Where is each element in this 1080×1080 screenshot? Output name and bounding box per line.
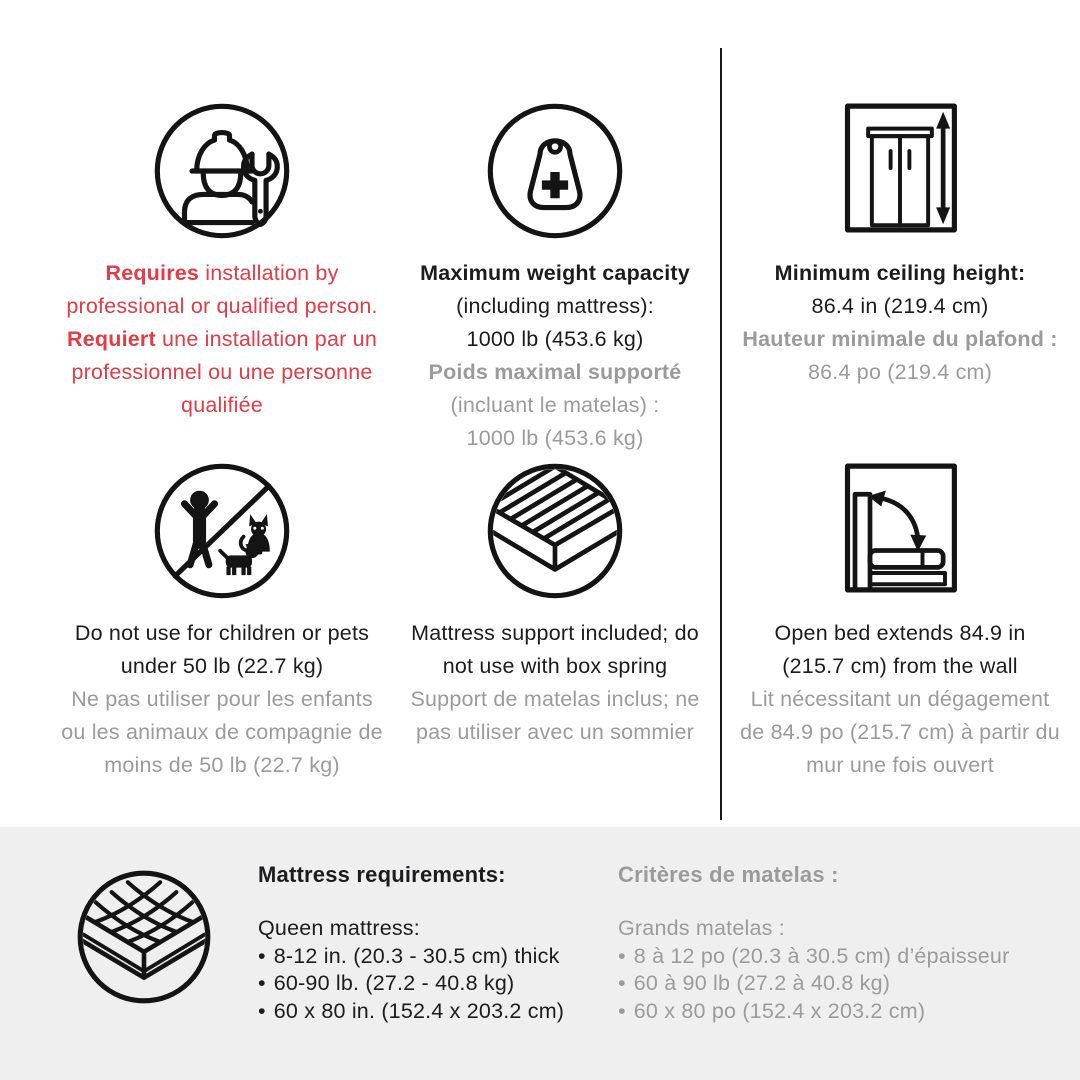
support-en-line1: Mattress support included; do — [411, 621, 699, 645]
install-fr-rest: une installation par un — [155, 327, 377, 351]
ceiling-fr-title: Hauteur minimale du plafond : — [742, 327, 1058, 351]
support-text — [410, 617, 699, 749]
bullet-dot: • — [258, 943, 266, 968]
mattress-requirements-fr — [618, 861, 1058, 1025]
open-bed-extension-icon — [825, 452, 975, 604]
children-section — [28, 455, 416, 782]
bullet-dot: • — [258, 971, 266, 995]
weight-fr-title: Poids maximal supporté — [428, 360, 682, 384]
mattress-icon — [70, 863, 218, 1011]
installer-worker-wrench-icon — [147, 96, 297, 246]
install-fr-line1 — [67, 323, 377, 356]
support-fr-line1: Support de matelas inclus; ne — [410, 687, 700, 711]
weight-fr-line2: (incluant le matelas) : — [450, 393, 660, 417]
bullet-dot: • — [618, 998, 626, 1023]
children-fr-line2: ou les animaux de compagnie de — [61, 720, 383, 744]
mattress-bullet-fr — [618, 943, 1009, 971]
support-section — [396, 455, 714, 749]
children-en-line1: Do not use for children or pets — [74, 621, 370, 645]
install-en-rest: installation by — [199, 261, 339, 285]
mattress-requirements-heading-en: Mattress requirements: — [258, 862, 506, 887]
bullet-dot: • — [618, 971, 626, 995]
ceiling-text — [742, 257, 1057, 389]
children-en-line2: under 50 lb (22.7 kg) — [120, 654, 324, 678]
mattress-requirements-footer — [0, 827, 1080, 1080]
mattress-requirements-en — [258, 861, 598, 1025]
mattress-bullet-en — [258, 970, 514, 998]
install-en-line2: professional or qualified person. — [66, 294, 378, 318]
children-fr-line1: Ne pas utiliser pour les enfants — [71, 687, 373, 711]
mattress-bullet-en — [258, 943, 560, 971]
support-fr-line2: pas utiliser avec un sommier — [415, 720, 695, 744]
mattress-bullet-fr — [618, 998, 925, 1026]
weight-plus-icon — [480, 96, 630, 246]
no-children-pets-icon — [147, 455, 297, 607]
weight-en-line3: 1000 lb (453.6 kg) — [466, 327, 644, 351]
openbed-text — [740, 617, 1060, 782]
weight-en-line2: (including mattress): — [456, 294, 654, 318]
ceiling-height-cabinet-icon — [825, 93, 975, 243]
openbed-section — [735, 452, 1065, 782]
children-fr-line3: moins de 50 lb (22.7 kg) — [104, 753, 340, 777]
install-en-line1 — [105, 257, 338, 290]
children-text — [61, 617, 383, 782]
weight-plus-icon — [480, 95, 630, 247]
weight-en-title: Maximum weight capacity — [420, 261, 690, 285]
ceiling-height-cabinet-icon — [825, 92, 975, 244]
mattress-size-fr: 60 x 80 po (152.4 x 203.2 cm) — [633, 998, 926, 1023]
weight-fr-line3: 1000 lb (453.6 kg) — [466, 426, 644, 450]
queen-mattress-label: Queen mattress: — [258, 916, 420, 940]
ceiling-en-line2: 86.4 in (219.4 cm) — [811, 294, 989, 318]
vertical-divider — [720, 48, 722, 820]
openbed-fr-line1: Lit nécessitant un dégagement — [750, 687, 1050, 711]
bullet-dot: • — [258, 998, 266, 1023]
mattress-thickness-en: 8-12 in. (20.3 - 30.5 cm) thick — [273, 943, 560, 968]
mattress-support-slats-icon — [480, 455, 630, 607]
open-bed-extension-icon — [825, 453, 975, 603]
install-fr-line3: qualifiée — [181, 393, 263, 417]
no-children-pets-icon — [147, 456, 297, 606]
mattress-support-slats-icon — [480, 456, 630, 606]
openbed-fr-line2: de 84.9 po (215.7 cm) à partir du — [740, 720, 1060, 744]
ceiling-en-title: Minimum ceiling height: — [774, 261, 1026, 285]
install-en-lead: Requires — [105, 261, 200, 285]
weight-text — [420, 257, 690, 455]
mattress-weight-fr: 60 à 90 lb (27.2 à 40.8 kg) — [633, 971, 891, 995]
openbed-fr-line3: mur une fois ouvert — [806, 753, 994, 777]
ceiling-fr-line2: 86.4 po (219.4 cm) — [807, 360, 993, 384]
openbed-en-line2: (215.7 cm) from the wall — [782, 654, 1018, 678]
openbed-en-line1: Open bed extends 84.9 in — [774, 621, 1026, 645]
mattress-requirements-heading-fr: Critères de matelas : — [618, 862, 839, 887]
mattress-size-en: 60 x 80 in. (152.4 x 203.2 cm) — [273, 998, 565, 1023]
mattress-bullet-fr — [618, 970, 890, 998]
installer-worker-wrench-icon — [147, 95, 297, 247]
install-fr-line2: professionnel ou une personne — [71, 360, 373, 384]
install-text — [66, 257, 377, 422]
grands-matelas-label: Grands matelas : — [618, 916, 785, 940]
install-fr-lead: Requiert — [67, 327, 156, 351]
ceiling-section — [735, 92, 1065, 389]
support-en-line2: not use with box spring — [442, 654, 668, 678]
install-section — [28, 95, 416, 422]
mattress-icon — [70, 863, 218, 1016]
mattress-bullet-en — [258, 998, 564, 1026]
mattress-weight-en: 60-90 lb. (27.2 - 40.8 kg) — [273, 971, 515, 995]
bullet-dot: • — [618, 943, 626, 968]
mattress-thickness-fr: 8 à 12 po (20.3 à 30.5 cm) d’épaisseur — [633, 943, 1010, 968]
weight-section — [396, 95, 714, 455]
